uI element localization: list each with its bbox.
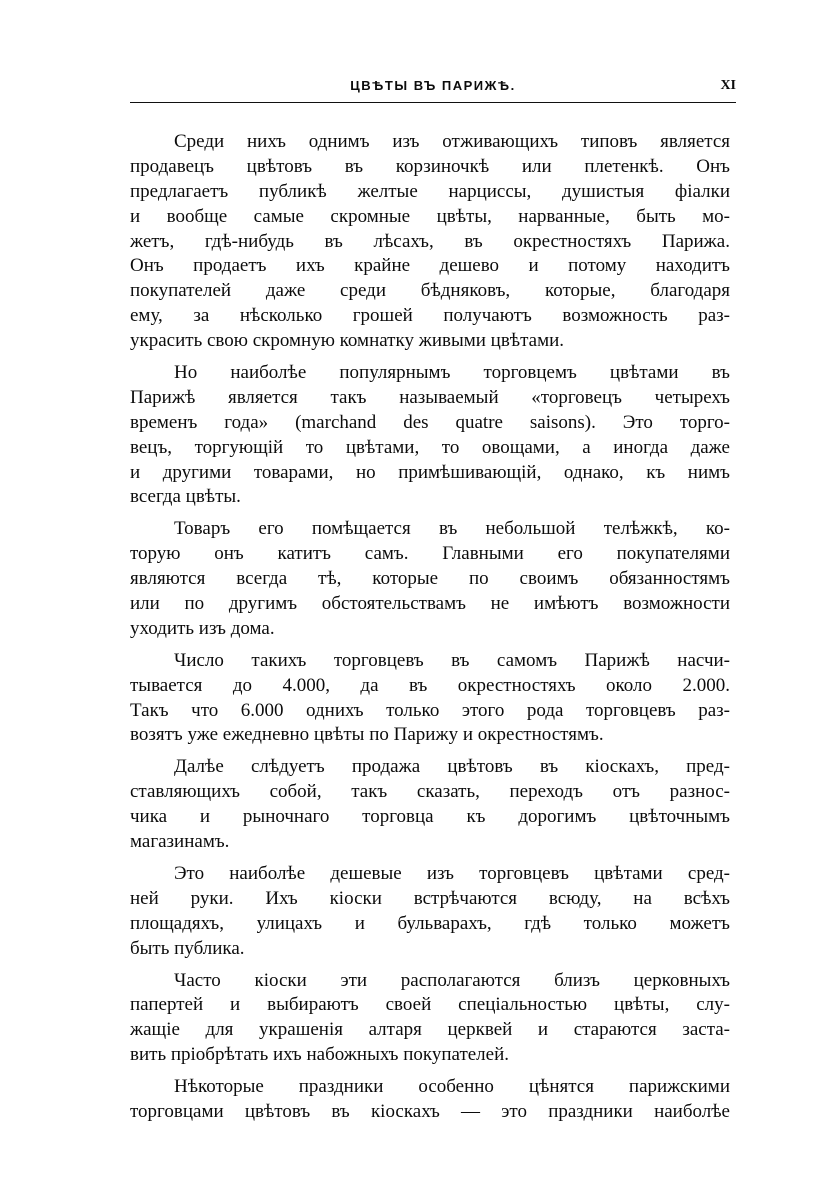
paragraph — [130, 130, 730, 354]
text-line: Онъ продаетъ ихъ крайне дешево и потому находитъ — [130, 255, 730, 277]
paragraph-gap — [130, 642, 730, 649]
text-line: Это наиболѣе дешевые изъ торговцевъ цвѣтами сред- — [174, 862, 730, 884]
text-line: тывается до 4.000, да въ окрестностяхъ около 2.000. — [130, 674, 730, 696]
text-line: ему, за нѣсколько грошей получаютъ возможность раз- — [130, 305, 730, 327]
text-line: продавецъ цвѣтовъ въ корзиночкѣ или плетенкѣ. Онъ — [130, 155, 730, 177]
text-line: Такъ что 6.000 однихъ только этого рода торговцевъ раз- — [130, 699, 730, 721]
paragraph-gap — [130, 354, 730, 361]
paragraph-gap — [130, 510, 730, 517]
text-line: жетъ, гдѣ-нибудь въ лѣсахъ, въ окрестностяхъ Парижа. — [130, 230, 730, 252]
body-text — [130, 130, 730, 1125]
text-line: Число такихъ торговцевъ въ самомъ Парижѣ насчи- — [174, 649, 730, 671]
paragraph — [130, 969, 730, 1069]
paragraph — [130, 755, 730, 855]
text-line: чика и рыночнаго торговца къ дорогимъ цвѣточнымъ — [130, 806, 730, 828]
paragraph — [130, 361, 730, 510]
text-line: являются всегда тѣ, которые по своимъ обязанностямъ — [130, 568, 730, 590]
paragraph-gap — [130, 962, 730, 969]
paragraph-gap — [130, 855, 730, 862]
text-line: ставляющихъ собой, такъ сказать, переходъ отъ разнос- — [130, 781, 730, 803]
header-rule — [130, 102, 736, 103]
text-line: временъ года» (marchand des quatre saisons). Это торго- — [130, 411, 730, 433]
text-line: магазинамъ. — [130, 831, 230, 853]
text-line: Товаръ его помѣщается въ небольшой телѣжкѣ, ко- — [174, 518, 730, 540]
text-line: Нѣкоторые праздники особенно цѣнятся парижскими — [174, 1076, 730, 1098]
text-line: вецъ, торгующій то цвѣтами, то овощами, а иногда даже — [130, 436, 730, 458]
text-line: Далѣе слѣдуетъ продажа цвѣтовъ въ кіоскахъ, пред- — [174, 756, 730, 778]
paragraph — [130, 649, 730, 749]
text-line: покупателей даже среди бѣдняковъ, которые, благодаря — [130, 280, 730, 302]
text-line: папертей и выбираютъ своей спеціальностью цвѣты, слу- — [130, 994, 730, 1016]
text-line: Среди нихъ однимъ изъ отживающихъ типовъ является — [174, 131, 730, 152]
text-line: и вообще самые скромные цвѣты, нарванные, быть мо- — [130, 205, 730, 227]
text-line: Парижѣ является такъ называемый «торговецъ четырехъ — [130, 386, 730, 408]
text-line: жащіе для украшенія алтаря церквей и стараются заста- — [130, 1019, 730, 1041]
text-line: всегда цвѣты. — [130, 486, 241, 508]
paragraph-gap — [130, 1068, 730, 1075]
text-line: возятъ уже ежедневно цвѣты по Парижу и окрестностямъ. — [130, 724, 604, 746]
running-title: ЦВѢТЫ ВЪ ПАРИЖѢ. — [350, 78, 516, 93]
paragraph — [130, 862, 730, 962]
text-line: ней руки. Ихъ кіоски встрѣчаются всюду, на всѣхъ — [130, 887, 730, 909]
paragraph — [130, 517, 730, 641]
text-line: Часто кіоски эти располагаются близъ церковныхъ — [174, 969, 730, 991]
paragraph — [130, 1075, 730, 1125]
text-line: торую онъ катитъ самъ. Главными его покупателями — [130, 543, 730, 565]
text-line: Но наиболѣе популярнымъ торговцемъ цвѣтами въ — [174, 362, 730, 384]
running-header — [130, 78, 736, 98]
text-line: площадяхъ, улицахъ и бульварахъ, гдѣ только можетъ — [130, 912, 730, 934]
text-line: вить пріобрѣтать ихъ набожныхъ покупателей. — [130, 1044, 510, 1066]
text-line: и другими товарами, но примѣшивающій, однако, къ нимъ — [130, 461, 730, 483]
text-line: торговцами цвѣтовъ въ кіоскахъ — это праздники наиболѣе — [130, 1100, 730, 1122]
paragraph-gap — [130, 748, 730, 755]
page-number: XI — [720, 78, 736, 93]
text-line: или по другимъ обстоятельствамъ не имѣютъ возможности — [130, 593, 730, 615]
text-line: быть публика. — [130, 937, 245, 959]
text-line: предлагаетъ публикѣ желтые нарциссы, душистыя фіалки — [130, 180, 730, 202]
text-line: уходить изъ дома. — [130, 617, 275, 639]
text-line: украсить свою скромную комнатку живыми цвѣтами. — [130, 330, 565, 352]
